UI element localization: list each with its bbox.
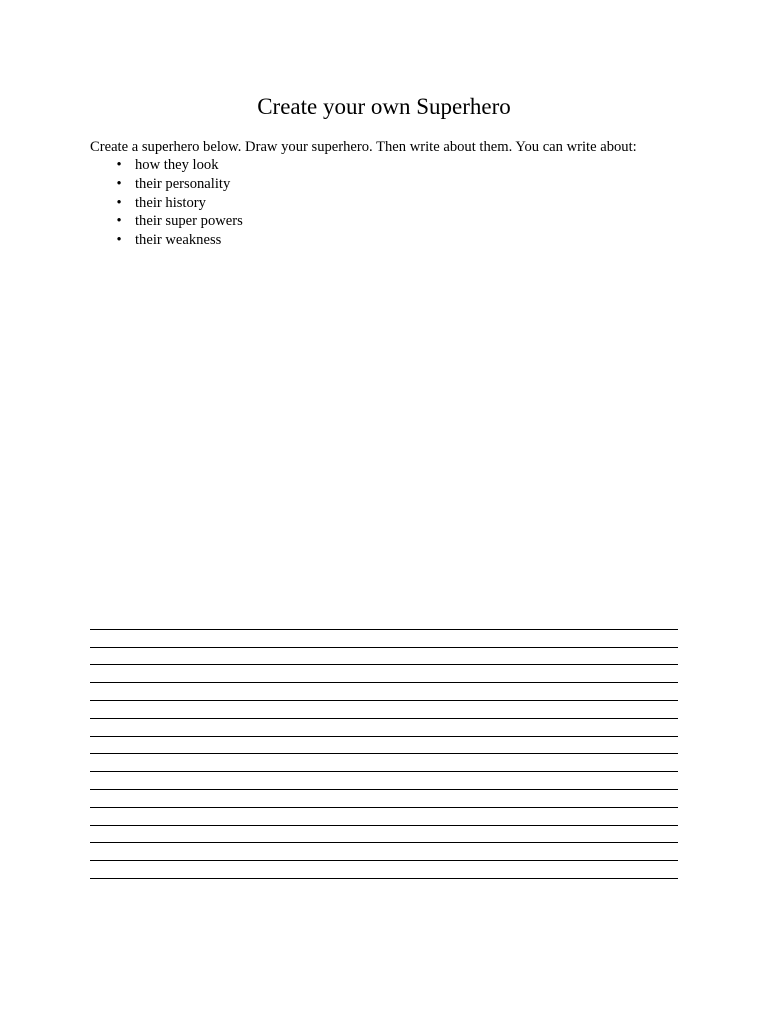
prompt-text: their super powers xyxy=(135,213,243,230)
writing-line[interactable] xyxy=(90,737,678,755)
writing-line[interactable] xyxy=(90,665,678,683)
prompt-text: their weakness xyxy=(135,232,222,249)
writing-line[interactable] xyxy=(90,630,678,648)
bullet-icon: • xyxy=(116,232,122,249)
writing-line[interactable] xyxy=(90,861,678,879)
writing-line[interactable] xyxy=(90,719,678,737)
bullet-icon: • xyxy=(116,157,122,173)
prompt-list xyxy=(90,156,243,250)
writing-line[interactable] xyxy=(90,843,678,861)
writing-line[interactable] xyxy=(90,648,678,666)
writing-line[interactable] xyxy=(90,612,678,630)
writing-line[interactable] xyxy=(90,790,678,808)
prompt-text: their history xyxy=(135,194,206,211)
instructions-text: Create a superhero below. Draw your superhero. Then write about them. You can write about: xyxy=(90,139,637,155)
writing-line[interactable] xyxy=(90,808,678,826)
list-item xyxy=(90,175,243,194)
writing-line[interactable] xyxy=(90,754,678,772)
bullet-icon: • xyxy=(116,213,122,230)
prompt-text: their personality xyxy=(135,175,231,192)
list-item xyxy=(90,231,243,250)
list-item xyxy=(90,194,243,213)
page-title: Create your own Superhero xyxy=(257,94,511,119)
bullet-icon: • xyxy=(116,194,122,211)
list-item xyxy=(90,156,243,175)
writing-line[interactable] xyxy=(90,826,678,844)
writing-line[interactable] xyxy=(90,772,678,790)
drawing-area[interactable] xyxy=(90,262,678,602)
list-item xyxy=(90,212,243,231)
prompt-text: how they look xyxy=(135,157,219,173)
writing-lines xyxy=(90,612,678,879)
writing-line[interactable] xyxy=(90,701,678,719)
writing-line[interactable] xyxy=(90,683,678,701)
bullet-icon: • xyxy=(116,175,122,192)
